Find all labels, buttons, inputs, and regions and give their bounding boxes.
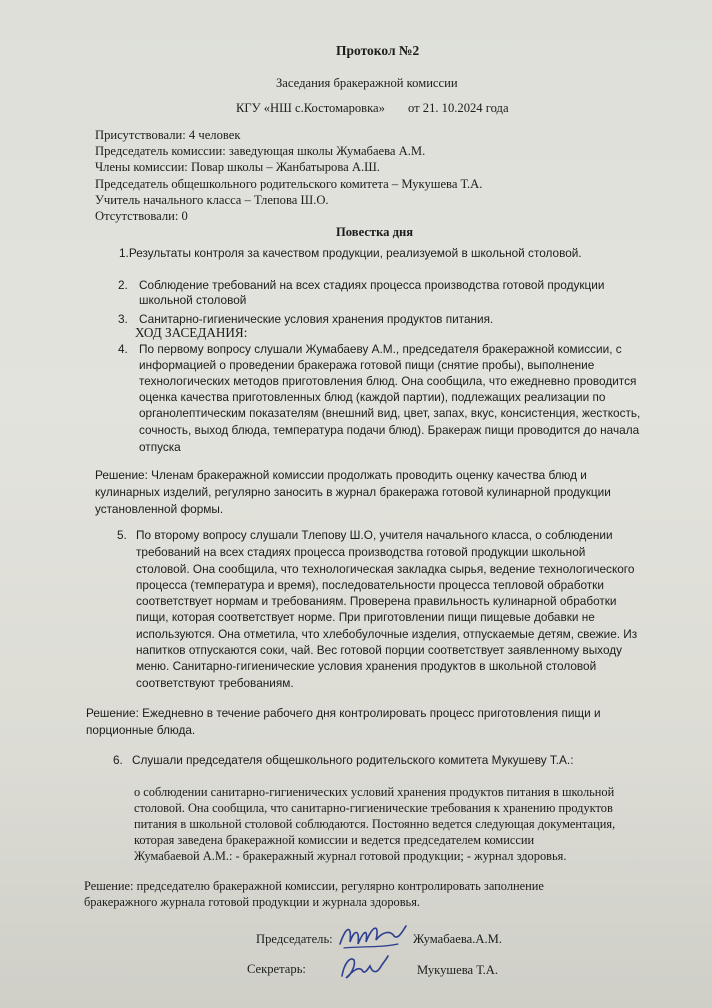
- agenda-item-3: Санитарно-гигиенические условия хранения продуктов питания.: [139, 312, 494, 326]
- organization-line: КГУ «НШ с.Костомаровка»: [236, 101, 385, 115]
- item-6-line: о соблюдении санитарно-гигиенических условий хранения продуктов питания в школьной: [134, 785, 615, 799]
- item-5-line: По второму вопросу слушали Тлепову Ш.О, учителя начального класса, о соблюдении: [136, 528, 613, 542]
- item-6-line: столовой. Она сообщила, что санитарно-гигиенические требования к хранению продуктов: [134, 801, 613, 815]
- decision-1-line: кулинарных изделий, регулярно заносить в журнал бракеража готовой кулинарной продукции: [95, 485, 611, 499]
- agenda-item-3-number: 3.: [118, 312, 128, 326]
- agenda-item-2-number: 2.: [118, 278, 128, 292]
- item-4-line: органолептическим показателям (внешний вид, цвет, запах, вкус, консистенция, жесткость,: [139, 406, 641, 420]
- absent-count: Отсутствовали: 0: [95, 209, 188, 223]
- item-6-heading: Слушали председателя общешкольного родительского комитета Мукушеву Т.А.:: [132, 753, 574, 767]
- commission-members: Члены комиссии: Повар школы – Жанбатырова А.Ш.: [95, 160, 380, 174]
- item-5-line: используются. Она отметила, что хлебобулочные изделия, отпускаемые детям, свежие. Из: [136, 627, 638, 641]
- item-5-line: соответствуют требованиям.: [136, 676, 294, 690]
- item-5-line: столовой. Она сообщила, что технологическая закладка сырья, ведение технологического: [136, 562, 635, 576]
- decision-3-line: Решение: председателю бракеражной комиссии, регулярно контролировать заполнение: [84, 879, 544, 893]
- decision-2-line: Решение: Ежедневно в течение рабочего дня контролировать процесс приготовления пищи и: [86, 706, 601, 720]
- item-4-line: оценка качества приготовленных блюд (каждой партии), подлежащих реализации по: [139, 390, 606, 404]
- agenda-heading: Повестка дня: [336, 225, 414, 239]
- item-4-number: 4.: [118, 342, 128, 356]
- item-5-line: пищи, которая соответствует норме. При приготовлении пищи пищевые добавки не: [136, 610, 595, 624]
- secretary-name: Мукушева Т.А.: [417, 963, 499, 977]
- decision-3-line: бракеражного журнала готовой продукции и журнала здоровья.: [84, 895, 421, 909]
- meeting-progress-heading: ХОД ЗАСЕДАНИЯ:: [135, 325, 248, 340]
- agenda-item-1: 1.Результаты контроля за качеством продукции, реализуемой в школьной столовой.: [119, 246, 582, 260]
- item-4-line: сочность, выход блюда, температура подачи блюд). Бракераж пищи проводится до начала: [139, 423, 640, 437]
- item-6-line: которая заведена бракеражной комиссии и ведется председателем комиссии: [134, 833, 535, 847]
- document-title: Протокол №2: [336, 43, 420, 58]
- parent-committee-chair: Председатель общешкольного родительского комитета – Мукушева Т.А.: [95, 177, 483, 191]
- decision-1-line: Решение: Членам бракеражной комиссии продолжать проводить оценку качества блюд и: [95, 468, 587, 482]
- chair-signature-label: Председатель:: [256, 932, 333, 946]
- teacher-member: Учитель начального класса – Тлепова Ш.О.: [95, 193, 329, 207]
- present-count: Присутствовали: 4 человек: [95, 128, 241, 142]
- date-line: от 21. 10.2024 года: [408, 101, 509, 115]
- chair-name: Жумабаева.А.М.: [413, 932, 502, 946]
- item-4-line: По первому вопросу слушали Жумабаеву А.М., председателя бракеражной комиссии, с: [139, 342, 622, 356]
- item-4-line: технологических методов приготовления блюд. Она сообщила, что ежедневно проводится: [139, 374, 637, 388]
- item-4-line: отпуска: [139, 440, 181, 454]
- secretary-signature-label: Секретарь:: [247, 962, 306, 976]
- item-5-line: меню. Санитарно-гигиенические условия хранения продуктов в школьной столовой: [136, 659, 597, 673]
- item-5-line: процесса (температура и время), последовательности процесса тепловой обработки: [136, 578, 604, 592]
- item-6-line: питания в школьной столовой соблюдаются. Постоянно ведется следующая документация,: [134, 817, 616, 831]
- item-6-line: Жумабаевой А.М.: - бракеражный журнал готовой продукции; - журнал здоровья.: [134, 849, 567, 863]
- item-6-number: 6.: [113, 753, 123, 767]
- item-4-line: информацией о проведении бракеража готовой пищи (снятие пробы), выполнение: [139, 358, 595, 372]
- document-subtitle: Заседания бракеражной комиссии: [276, 76, 458, 90]
- secretary-handwritten-signature: [336, 950, 392, 984]
- decision-2-line: порционные блюда.: [86, 723, 196, 737]
- decision-1-line: установленной формы.: [95, 502, 224, 516]
- item-5-line: требований на всех стадиях процесса производства готовой продукции школьной: [136, 545, 586, 559]
- item-5-line: соответствует нормам и требованиям. Проверена правильность кулинарной обработки: [136, 594, 617, 608]
- item-5-number: 5.: [117, 528, 127, 542]
- agenda-item-2-line: школьной столовой: [139, 293, 247, 307]
- agenda-item-2-line: Соблюдение требований на всех стадиях процесса производства готовой продукции: [139, 278, 605, 292]
- commission-chair: Председатель комиссии: заведующая школы Жумабаева А.М.: [95, 144, 426, 158]
- chair-handwritten-signature: [336, 918, 410, 954]
- item-5-line: напитков отпускаются соки, чай. Вес готовой порции соответствует заявленному выходу: [136, 643, 623, 657]
